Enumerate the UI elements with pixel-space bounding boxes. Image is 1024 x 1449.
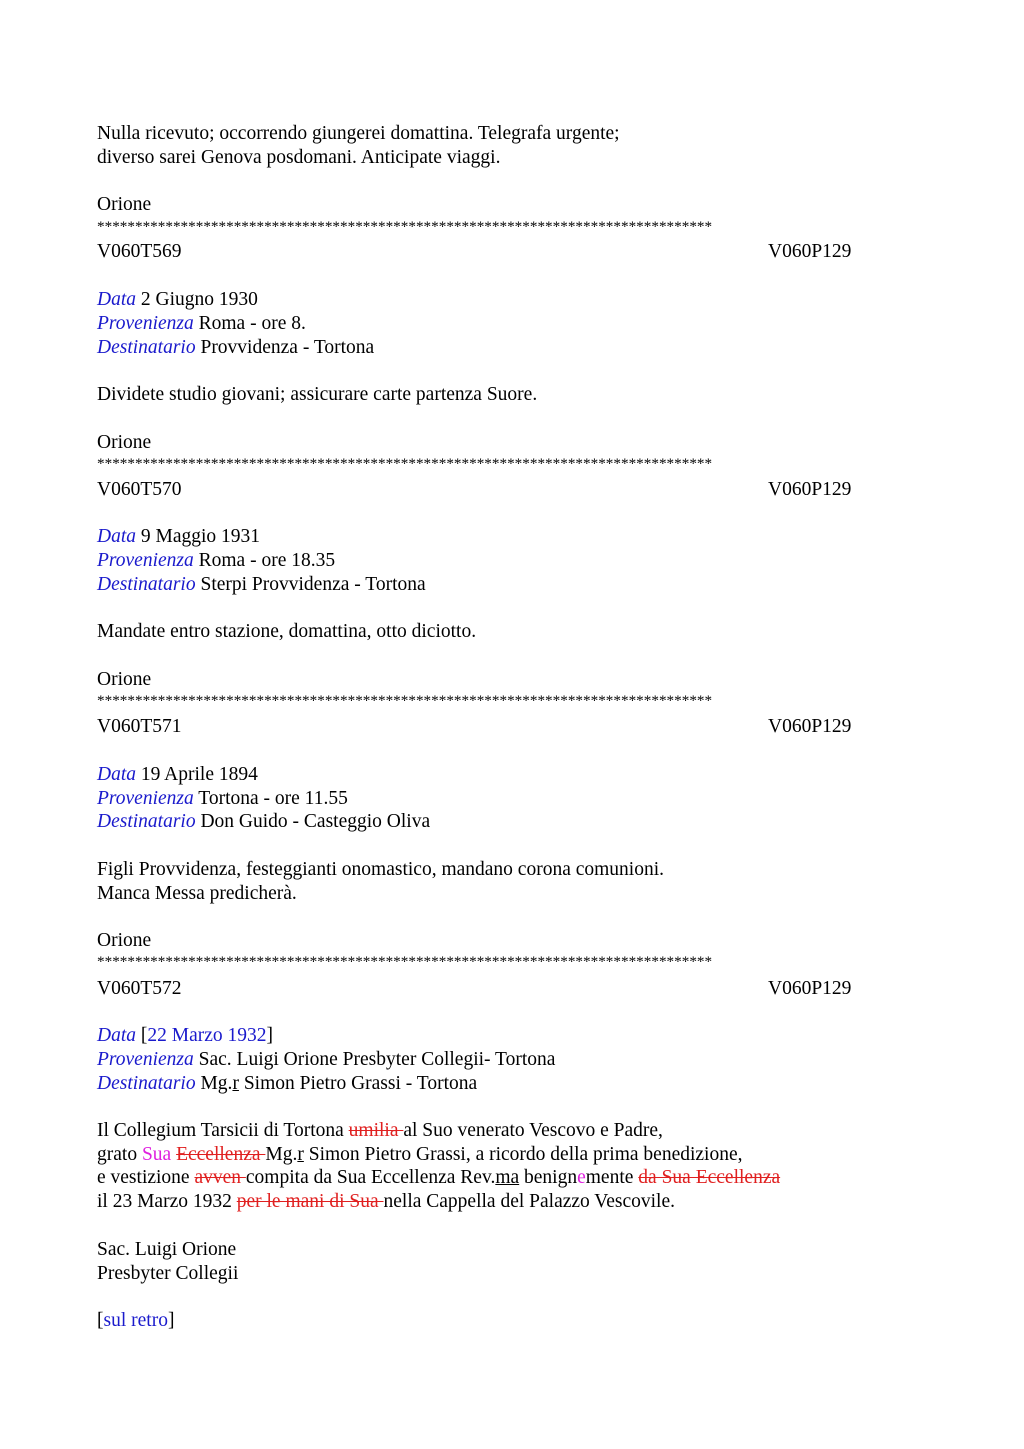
deleted-text: da Sua Eccellenza	[638, 1167, 781, 1188]
deleted-text: umilia	[348, 1120, 404, 1141]
entry-id: V060T572	[97, 978, 182, 999]
text: benign	[519, 1167, 578, 1188]
intro-signature: Orione	[97, 194, 152, 215]
entry-body-line: Figli Provvidenza, festeggianti onomastico, mandano corona comunioni.	[97, 859, 665, 880]
entry-page-ref: V060P129	[768, 978, 852, 999]
date-value: 9 Maggio 1931	[140, 526, 261, 547]
entry-body-line	[97, 1143, 743, 1167]
recipient-value: Provvidenza - Tortona	[200, 337, 375, 358]
closing-line: Sac. Luigi Orione	[97, 1239, 237, 1260]
text: compita da Sua Eccellenza Rev.	[245, 1167, 496, 1188]
entry-origin	[97, 787, 348, 811]
entry-id: V060T569	[97, 241, 182, 262]
entry-body-line	[97, 1190, 675, 1214]
label-data: Data	[97, 1025, 136, 1046]
origin-value: Sac. Luigi Orione Presbyter Collegii- Tortona	[198, 1049, 556, 1070]
label-destinatario: Destinatario	[97, 337, 196, 358]
underlined-text: r	[297, 1144, 304, 1165]
deleted-text: avven	[194, 1167, 246, 1188]
label-destinatario: Destinatario	[97, 811, 196, 832]
entry-signature: Orione	[97, 669, 152, 690]
text: grato	[97, 1144, 142, 1165]
text: Il Collegium Tarsicii di Tortona	[97, 1120, 349, 1141]
label-destinatario: Destinatario	[97, 1073, 196, 1094]
entry-body-line: Mandate entro stazione, domattina, otto diciotto.	[97, 621, 477, 642]
entry-signature: Orione	[97, 930, 152, 951]
entry-date	[97, 763, 258, 787]
recipient-value: Sterpi Provvidenza - Tortona	[200, 574, 426, 595]
entry-origin	[97, 312, 306, 336]
deleted-text: per le mani di Sua	[236, 1191, 384, 1212]
label-provenienza: Provenienza	[97, 550, 194, 571]
separator: *********************************************************************************	[97, 455, 713, 472]
entry-origin	[97, 549, 335, 573]
entry-body-line	[97, 1166, 780, 1190]
recipient-underlined: r	[232, 1073, 239, 1094]
label-data: Data	[97, 526, 136, 547]
entry-page-ref: V060P129	[768, 241, 852, 262]
underlined-text: ma	[495, 1167, 520, 1188]
entry-id: V060T570	[97, 479, 182, 500]
intro-line-1: Nulla ricevuto; occorrendo giungerei domattina. Telegrafa urgente;	[97, 123, 620, 144]
label-data: Data	[97, 289, 136, 310]
deleted-text: Eccellenza	[176, 1144, 266, 1165]
bracket-close: ]	[167, 1310, 175, 1331]
entry-recipient	[97, 1072, 477, 1096]
inserted-text: e	[577, 1167, 586, 1188]
recipient-text: Simon Pietro Grassi - Tortona	[238, 1073, 478, 1094]
entry-date	[97, 525, 260, 549]
date-value: 22 Marzo 1932	[147, 1025, 267, 1046]
bracket-open: [	[97, 1310, 104, 1331]
date-value: 19 Aprile 1894	[140, 764, 258, 785]
label-destinatario: Destinatario	[97, 574, 196, 595]
entry-date	[97, 1024, 273, 1048]
separator: *********************************************************************************	[97, 692, 713, 709]
text: e vestizione	[97, 1167, 195, 1188]
separator: *********************************************************************************	[97, 953, 713, 970]
label-provenienza: Provenienza	[97, 788, 194, 809]
label-provenienza: Provenienza	[97, 1049, 194, 1070]
entry-page-ref: V060P129	[768, 479, 852, 500]
entry-signature: Orione	[97, 432, 152, 453]
recipient-value: Don Guido - Casteggio Oliva	[200, 811, 431, 832]
entry-origin	[97, 1048, 555, 1072]
inserted-text: Sua	[141, 1144, 172, 1165]
text: Simon Pietro Grassi, a ricordo della prima benedizione,	[303, 1144, 743, 1165]
text: nella Cappella del Palazzo Vescovile.	[383, 1191, 675, 1212]
entry-recipient	[97, 573, 426, 597]
entry-body-line: Manca Messa predicherà.	[97, 883, 297, 904]
entry-recipient	[97, 336, 374, 360]
text: mente	[585, 1167, 639, 1188]
entry-body-line: Dividete studio giovani; assicurare carte partenza Suore.	[97, 384, 538, 405]
separator: *********************************************************************************	[97, 218, 713, 235]
entry-id: V060T571	[97, 716, 182, 737]
bracket-open: [	[140, 1025, 148, 1046]
bracket-close: ]	[266, 1025, 274, 1046]
label-provenienza: Provenienza	[97, 313, 194, 334]
text: il 23 Marzo 1932	[97, 1191, 237, 1212]
text: al Suo venerato Vescovo e Padre,	[403, 1120, 663, 1141]
retro-text: sul retro	[103, 1310, 168, 1331]
retro-note	[97, 1309, 174, 1333]
origin-value: Tortona - ore 11.55	[198, 788, 348, 809]
text: Mg.	[265, 1144, 298, 1165]
origin-value: Roma - ore 18.35	[198, 550, 336, 571]
label-data: Data	[97, 764, 136, 785]
closing-line: Presbyter Collegii	[97, 1263, 239, 1284]
entry-date	[97, 288, 258, 312]
origin-value: Roma - ore 8.	[198, 313, 306, 334]
entry-recipient	[97, 810, 430, 834]
date-value: 2 Giugno 1930	[140, 289, 258, 310]
entry-page-ref: V060P129	[768, 716, 852, 737]
intro-line-2: diverso sarei Genova posdomani. Anticipate viaggi.	[97, 147, 501, 168]
recipient-text: Mg.	[200, 1073, 233, 1094]
entry-body-line	[97, 1119, 663, 1143]
